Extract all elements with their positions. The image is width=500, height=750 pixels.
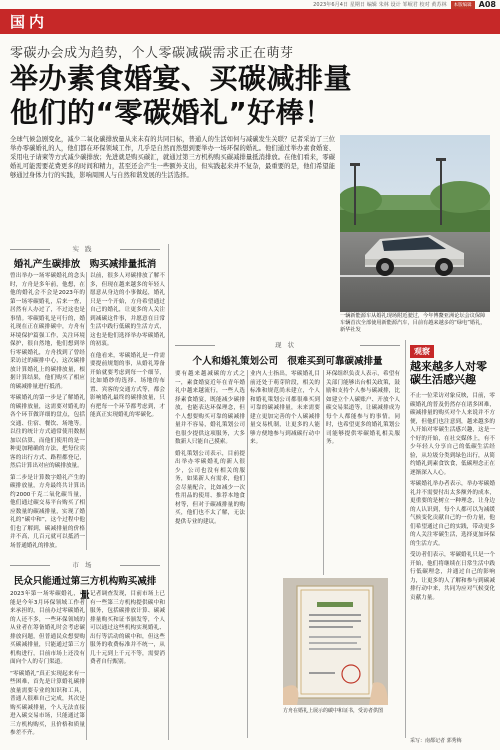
- section-label-status: 现状: [175, 340, 400, 349]
- carbon-neutral-certificate-photo: [283, 578, 388, 705]
- column-divider: [86, 590, 87, 740]
- new-energy-car-photo: [340, 135, 490, 312]
- photo-caption: 方舟在婚礼上展示的碳中和证书，受访者供图: [283, 708, 384, 714]
- column-divider: [405, 340, 406, 738]
- observation-tag: 观察: [410, 345, 434, 358]
- certificate-illustration: [283, 578, 388, 705]
- article-column: [10, 590, 85, 740]
- paragraph: 零碳婚礼的第一步是了解婚礼的碳排放量，这需要对婚礼的各个环节做详细的盘点，包括交通、住宿、餐饮、场地等。以往的统计方式通常使用数据加以估算，而他们使用的是一种更加精确的方法，把每位宾客的出行方式、路程都登记，然后计算出对应的碳排放量。: [10, 395, 85, 469]
- paragraph: 环保组织负责人表示，希望有关部门能够出台相关政策，鼓励和支持个人参与碳减排，比如建立个人碳账户、开放个人碳交易渠道等，让碳减排成为每个人都能参与的事情。同时，也希望更多的婚礼策划公司能够提供零碳婚礼相关服务。: [326, 371, 400, 445]
- article-lede: 全球气候急剧变化，减少二氧化碳排放量从来未有的共同目标，普通人的生活如何与减碳发生关联？记者采访了三位举办零碳婚礼的人，他们都在环保领域工作，几乎是自然而然想到要举办一场环保的婚礼。他们通过举办素食婚宴、采用电子请柬等方式减少碳排放；先进就是购买碳汇，就通过第三方机构购买碳减排量抵消排放。在他们看来，零碳婚礼可能需要花费更多的时间和精力，甚至还会产生一些额外支出，但实践起来并不复杂，最重要的是，他们希望能够通过身体力行的实践，影响周围人与自然和谐发展的生活选择。: [10, 136, 335, 179]
- section-title-market: 民众只能通过第三方机构购买减排量: [13, 576, 157, 601]
- headline-line-2: 他们的“零碳婚礼”好棒！: [10, 96, 333, 129]
- paragraph: 业内人士指出，零碳婚礼目前还处于萌芽阶段，相关的标准和规范尚未建立，个人和婚礼策划公司都很难买到可靠的碳减排量，未来需要建立更加完善的个人碳减排量交易机制，让更多的人能够方便地参与到减碳行动中来。: [250, 371, 320, 445]
- article-column: [10, 272, 85, 550]
- paragraph: 零碳婚礼举办者表示，举办零碳婚礼并不需要付出太多额外的成本，更重要的是树立一种理念，让身边的人认识到，每个人都可以为减缓气候变化贡献自己的一份力量，他们希望通过自己的实践，带动更多的人关注零碳生活，选择更加环保的生活方式。: [410, 481, 495, 547]
- editor-tag: 本版编辑: [451, 1, 475, 9]
- article-column: [90, 590, 165, 740]
- paragraph: 婚礼策划公司表示，目前提出举办零碳婚礼的新人很少，公司也没有相关的服务，如果新人有需求，他们会尽量配合，比如减少一次性用品的使用、推荐本地食材等，但对于碳减排量的购买，他们也不太了解，无法提供专业的建议。: [175, 450, 245, 525]
- observation-title: 越来越多人对零碳生活感兴趣: [410, 360, 487, 386]
- article-column: [326, 370, 400, 575]
- date-line: 2023年6月4日 星期日 编辑 朱林 设计 邹岷君 校对 黄苏林: [313, 2, 447, 8]
- paragraph: 记者调查发现，目前市场上已有一些第三方机构提供碳中和服务，包括碳排放计算、碳减排量购买和证书颁发等，个人可以通过这些机构实现婚礼、出行等活动的碳中和，但这些服务的收费标准并不统一，从几十元到上千元不等，需要消费者自行甄别。: [90, 591, 165, 665]
- column-divider: [323, 370, 324, 575]
- article-column: [175, 370, 245, 738]
- article-kicker: 零碳办会成为趋势，个人零碳减碳需求正在萌芽: [10, 46, 294, 61]
- page-number: A08: [478, 0, 496, 9]
- column-divider: [247, 370, 248, 738]
- paragraph: 不止一位采访对象反映，目前，零碳婚礼的普及仍然存在诸多困难，碳减排量的购买对个人来说并不方便，但他们也注意到，越来越多的人开始对零碳生活感兴趣，这是一个好的开始，在社交媒体上，有不少年轻人分享自己的低碳生活经验，从垃圾分类到绿色出行，从简约婚礼到素食饮食，低碳理念正在逐渐深入人心。: [410, 393, 495, 476]
- photo-caption: 一辆新能源车从婚礼现场附近驶过，今年博鳌亚洲论坛会议保障车辆首次全部使用新能源汽车，目前有越来越多的“绿电”婚礼，新华社发: [340, 313, 486, 333]
- article-column: [250, 370, 320, 575]
- section-label: 国内: [10, 13, 49, 31]
- section-title-status: 个人和婚礼策划公司 很难买到可靠碳减排量: [192, 356, 383, 367]
- paragraph: 受访者们表示，零碳婚礼只是一个开始，他们将继续在日常生活中践行低碳理念，并通过自己的影响力，让更多的人了解和参与到碳减排行动中来，共同为应对气候变化贡献力量。: [410, 552, 495, 601]
- section-label-market: 市场: [10, 560, 160, 569]
- paragraph: 以前，很多人对碳排放了解不多，但现在越来越多的年轻人愿意从身边的小事做起，婚礼只是一个开始，方舟希望通过自己的婚礼，让更多的人关注到减碳这件事，并愿意在日常生活中践行低碳的生活方式，这也是他们选择举办零碳婚礼的初衷。: [90, 273, 165, 347]
- column-divider: [86, 272, 87, 550]
- section-band: [0, 9, 500, 34]
- column-divider: [168, 244, 169, 740]
- paragraph: 2023年第一场零碳婚礼，可能是今年3月环保领域工作者来承担的，目前办过零碳婚礼的人还不多，一些环保领域的从业者在筹备婚礼时会考虑碳排放问题，但普通民众想要购买碳减排量，只能通过第三方机构进行，目前市场上还没有面向个人的专门渠道。: [10, 591, 85, 665]
- paragraph: 要有越来越减碳的方式之一，素食婚宴近年在青年婚礼中越来越流行，一些人选择素食婚宴，既能减少碳排放，也能表达环保理念，但个人想要购买可靠的碳减排量并不容易，婚礼策划公司也很少提供这项服务，大多数新人只能自己摸索。: [175, 371, 245, 445]
- page-header: [0, 0, 500, 9]
- observation-column: [410, 392, 495, 735]
- byline: 采写：南都记者 郭秀梅: [410, 738, 462, 744]
- headline-line-1: 举办素食婚宴、买碳减排量: [10, 62, 353, 95]
- car-photo-illustration: [340, 135, 490, 312]
- section-label-practice: 实践: [10, 244, 160, 253]
- article-headline: [10, 62, 490, 130]
- paragraph: “零碳婚礼”真正实现起来有一些困难，首先是计算婚礼碳排放量需要专业的知识和工具，普通人很难自己完成，其次是购买碳减排量，个人无法直接进入碳交易市场，只能通过第三方机构购买，且价格和质量参差不齐。: [10, 670, 85, 736]
- article-column: [90, 272, 165, 550]
- section-title-practice: 婚礼产生碳排放 购买减排量抵消: [13, 259, 157, 270]
- paragraph: 第二步是计算数字婚礼产生的碳排放量，方舟最终共计算出约2000千克二氧化碳当量，他们通过碳交易平台购买了相应数量的碳减排量，实现了婚礼的“碳中和”，这个过程中他们也了解到，碳减排量的价格并不高，几百元就可以抵消一场普通婚礼的排放。: [10, 474, 85, 549]
- paragraph: 曾出举办一场零碳婚礼的念头时，方舟是多年前，他想，在他的婚礼会不会是2023年的第一场零碳婚礼，后来一查，居然有人办过了，不过这也是事情。零碳婚礼是可行的，婚礼现在正在碳排碳中，方舟有环境保护篇强工作，关注环境保护，很自然地，他们想到举行零碳婚礼，方舟找到了曾经采访过的碳排中心，这次碳排放计算婚礼上的碳排放量，根据计算结果，他们购买了相应的碳减排量进行抵消。: [10, 273, 85, 390]
- paragraph: 在他看来，零碳婚礼是一件需要提前规划的事，从婚礼筹备开始就要考虑到每一个细节，比如婚纱的选择、场地的布置、宾客的交通方式等，都会影响婚礼最终的碳排放量，只有把每一个环节都考虑到，才能真正实现婚礼的零碳化。: [90, 352, 165, 418]
